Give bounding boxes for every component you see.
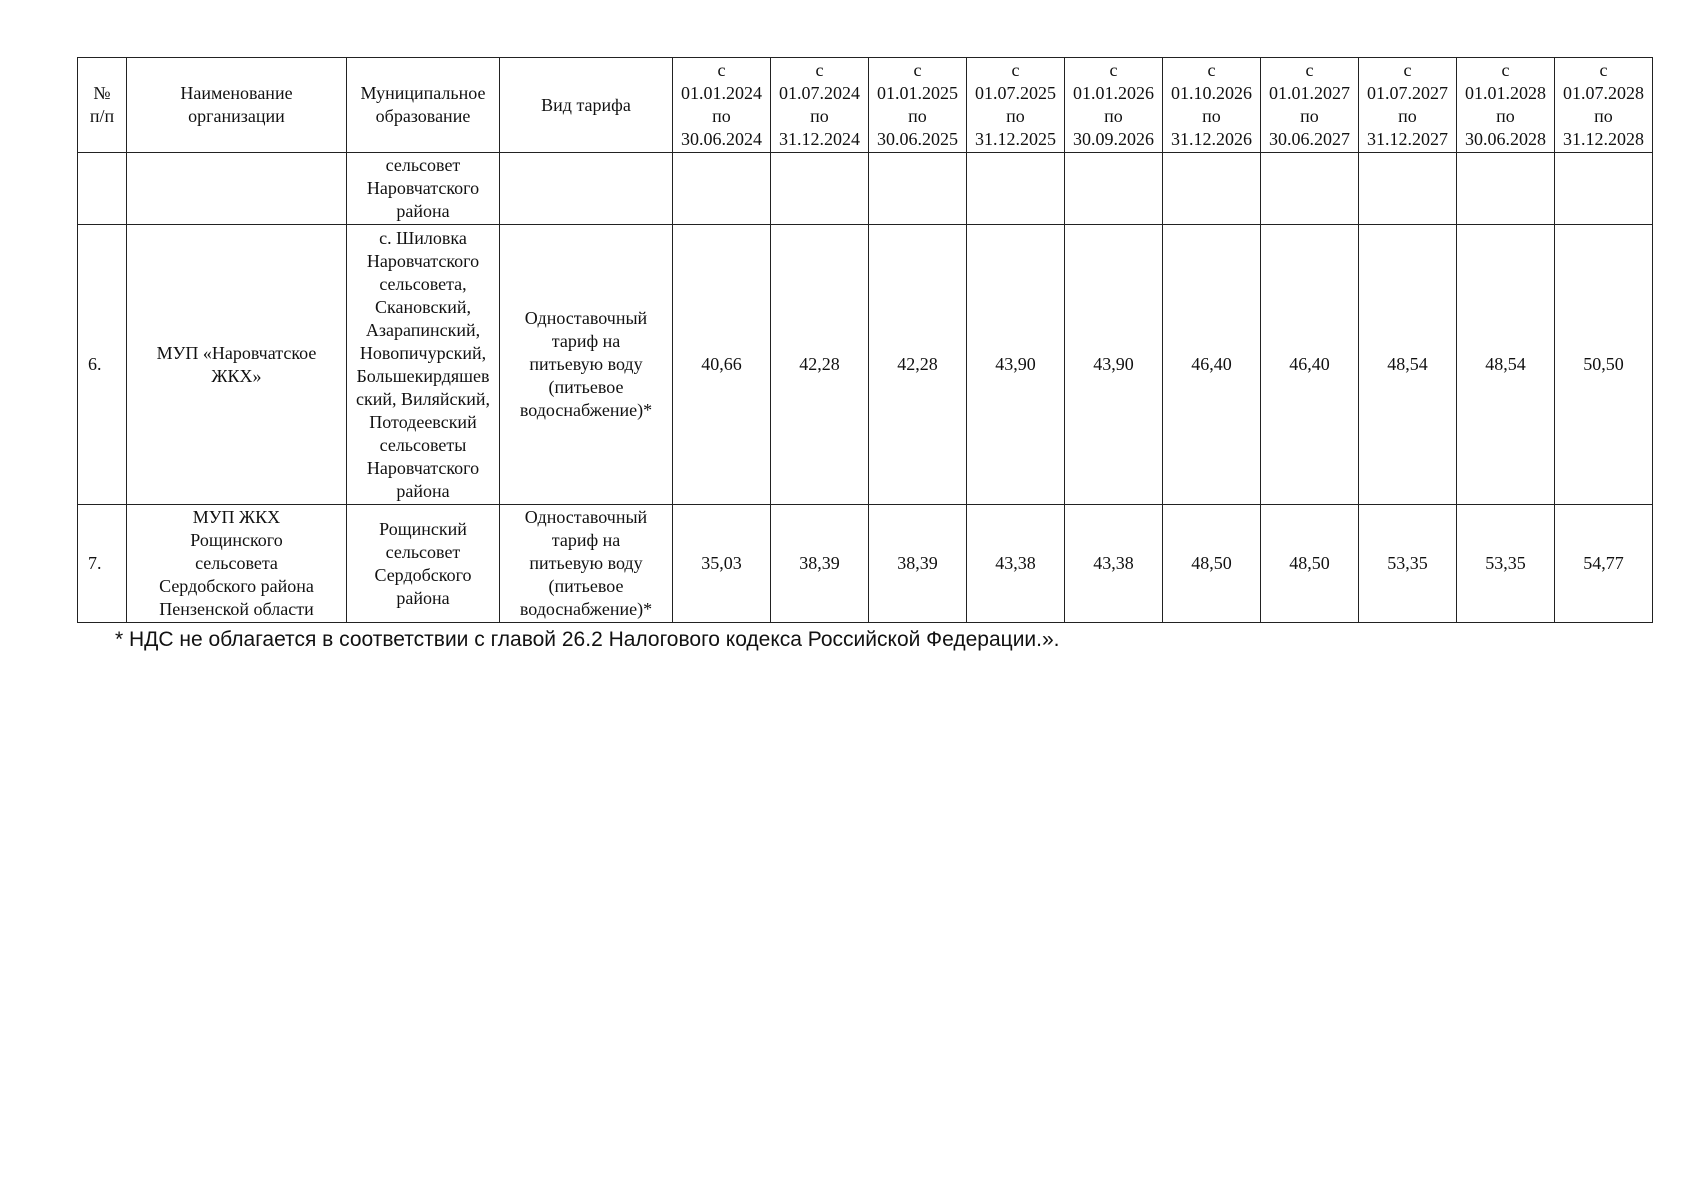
tariff-value: 40,66: [673, 225, 771, 505]
header-municipality-line-1: Муниципальное: [360, 83, 486, 103]
municipality-line: Большекирдяшев: [356, 365, 490, 386]
header-period: [771, 58, 869, 153]
header-period: [1261, 58, 1359, 153]
period-from-word: с: [1501, 60, 1510, 80]
period-end-date: 31.12.2027: [1367, 129, 1448, 149]
tariff-type-line: тариф на: [551, 331, 621, 351]
tariff-value: 48,50: [1163, 505, 1261, 623]
period-to-word: по: [1202, 106, 1221, 126]
municipality-line: сельсовет: [385, 541, 461, 562]
tariff-type-line: Одноставочный: [524, 308, 648, 328]
period-end-date: 30.06.2028: [1465, 129, 1546, 149]
municipality-line: Скановский,: [375, 296, 471, 317]
municipality-line: сельсовета,: [379, 273, 467, 294]
period-start-date: 01.01.2027: [1269, 83, 1350, 103]
tariff-value: [1359, 153, 1457, 225]
row-num: [78, 153, 127, 225]
row-num: 7.: [78, 505, 127, 623]
tariff-type-line: питьевую воду: [529, 354, 643, 374]
header-period: [967, 58, 1065, 153]
row-tariff-type: [500, 505, 673, 623]
period-from-word: с: [1207, 60, 1216, 80]
period-from-word: с: [1109, 60, 1118, 80]
period-from-word: с: [1599, 60, 1608, 80]
header-municipality-line-2: образование: [375, 106, 471, 126]
tariff-type-line: (питьевое: [548, 377, 624, 397]
tariff-value: 38,39: [869, 505, 967, 623]
period-from-word: с: [1403, 60, 1412, 80]
tariff-value: [1065, 153, 1163, 225]
period-to-word: по: [712, 106, 731, 126]
period-to-word: по: [1594, 106, 1613, 126]
tariff-value: 48,54: [1359, 225, 1457, 505]
tariff-value: [1261, 153, 1359, 225]
tariff-type-line: Одноставочный: [524, 507, 648, 527]
header-org-line-2: организации: [188, 106, 285, 126]
period-end-date: 30.06.2024: [681, 129, 762, 149]
period-end-date: 31.12.2028: [1563, 129, 1644, 149]
row-municipality: [347, 153, 500, 225]
tariff-table: [77, 57, 1653, 623]
org-line: МУП «Наровчатское: [156, 342, 317, 363]
period-from-word: с: [1011, 60, 1020, 80]
org-line: Сердобского района: [159, 576, 314, 596]
period-start-date: 01.07.2024: [779, 83, 860, 103]
tariff-type-line: (питьевое: [548, 576, 624, 596]
table-row: [78, 505, 1653, 623]
tariff-value: 46,40: [1261, 225, 1359, 505]
municipality-line: ский, Виляйский,: [355, 388, 491, 409]
tariff-value: [673, 153, 771, 225]
tariff-value: 38,39: [771, 505, 869, 623]
municipality-line: сельсоветы: [379, 434, 467, 455]
period-end-date: 30.06.2025: [877, 129, 958, 149]
row-tariff-type: [500, 225, 673, 505]
document-page: [77, 57, 1652, 653]
row-num: 6.: [78, 225, 127, 505]
table-row: [78, 225, 1653, 505]
period-end-date: 30.06.2027: [1269, 129, 1350, 149]
tariff-value: 53,35: [1457, 505, 1555, 623]
period-end-date: 31.12.2026: [1171, 129, 1252, 149]
period-from-word: с: [815, 60, 824, 80]
period-to-word: по: [1006, 106, 1025, 126]
org-line: ЖКХ»: [211, 365, 262, 386]
period-start-date: 01.10.2026: [1171, 83, 1252, 103]
municipality-line: Потодеевский: [369, 411, 477, 432]
row-tariff-type: [500, 153, 673, 225]
municipality-line: Новопичурский,: [359, 342, 487, 363]
tariff-value: 48,50: [1261, 505, 1359, 623]
tariff-value: 35,03: [673, 505, 771, 623]
tariff-value: [869, 153, 967, 225]
tariff-value: 43,38: [1065, 505, 1163, 623]
tariff-value: 54,77: [1555, 505, 1653, 623]
table-row: [78, 153, 1653, 225]
period-to-word: по: [1398, 106, 1417, 126]
tariff-type-line: питьевую воду: [529, 553, 643, 573]
municipality-line: района: [396, 201, 450, 221]
municipality-line: Наровчатского: [366, 250, 480, 271]
period-start-date: 01.01.2024: [681, 83, 762, 103]
period-to-word: по: [810, 106, 829, 126]
period-start-date: 01.07.2028: [1563, 83, 1644, 103]
header-period: [1163, 58, 1261, 153]
tariff-value: 53,35: [1359, 505, 1457, 623]
municipality-line: района: [396, 480, 450, 501]
row-org: [127, 225, 347, 505]
header-period: [1065, 58, 1163, 153]
tariff-value: [771, 153, 869, 225]
table-body: [78, 153, 1653, 623]
header-period: [1457, 58, 1555, 153]
tariff-value: [1555, 153, 1653, 225]
tariff-value: 46,40: [1163, 225, 1261, 505]
footnote: * НДС не облагается в соответствии с главой 26.2 Налогового кодекса Российской Федерации.».: [115, 628, 1060, 651]
tariff-value: [1163, 153, 1261, 225]
tariff-value: [967, 153, 1065, 225]
tariff-type-line: водоснабжение)*: [519, 599, 653, 619]
header-num: [78, 58, 127, 153]
org-line: МУП ЖКХ: [192, 507, 281, 527]
header-period: [869, 58, 967, 153]
municipality-line: района: [396, 587, 450, 608]
header-period: [1359, 58, 1457, 153]
row-municipality: [347, 225, 500, 505]
period-start-date: 01.07.2025: [975, 83, 1056, 103]
org-line: сельсовета: [195, 553, 278, 573]
period-to-word: по: [1300, 106, 1319, 126]
period-to-word: по: [908, 106, 927, 126]
row-org: [127, 505, 347, 623]
period-from-word: с: [913, 60, 922, 80]
row-municipality: [347, 505, 500, 623]
municipality-line: Азарапинский,: [365, 319, 481, 340]
header-period: [673, 58, 771, 153]
period-start-date: 01.01.2026: [1073, 83, 1154, 103]
tariff-value: 42,28: [771, 225, 869, 505]
org-line: Пензенской области: [159, 599, 314, 619]
header-num-line-1: №: [93, 83, 111, 103]
period-to-word: по: [1496, 106, 1515, 126]
municipality-line: Рощинский: [379, 518, 467, 539]
municipality-line: Сердобского: [374, 564, 472, 585]
period-to-word: по: [1104, 106, 1123, 126]
tariff-type-line: тариф на: [551, 530, 621, 550]
period-end-date: 31.12.2024: [779, 129, 860, 149]
header-period: [1555, 58, 1653, 153]
header-org: [127, 58, 347, 153]
municipality-line: сельсовет: [385, 155, 461, 175]
row-org: [127, 153, 347, 225]
period-end-date: 30.09.2026: [1073, 129, 1154, 149]
municipality-line: Наровчатского: [366, 178, 480, 198]
period-end-date: 31.12.2025: [975, 129, 1056, 149]
tariff-value: 43,90: [967, 225, 1065, 505]
header-num-line-2: п/п: [89, 106, 115, 126]
header-row: [78, 58, 1653, 153]
period-from-word: с: [1305, 60, 1314, 80]
org-line: Рощинского: [190, 530, 283, 550]
tariff-value: 42,28: [869, 225, 967, 505]
period-from-word: с: [717, 60, 726, 80]
period-start-date: 01.07.2027: [1367, 83, 1448, 103]
municipality-line: Наровчатского: [366, 457, 480, 478]
tariff-value: [1457, 153, 1555, 225]
header-tariff-type: Вид тарифа: [500, 58, 673, 153]
tariff-value: 43,90: [1065, 225, 1163, 505]
header-org-line-1: Наименование: [180, 83, 293, 103]
tariff-value: 50,50: [1555, 225, 1653, 505]
period-start-date: 01.01.2025: [877, 83, 958, 103]
table-header: [78, 58, 1653, 153]
period-start-date: 01.01.2028: [1465, 83, 1546, 103]
tariff-value: 43,38: [967, 505, 1065, 623]
municipality-line: с. Шиловка: [379, 227, 467, 248]
tariff-type-line: водоснабжение)*: [519, 400, 653, 420]
header-municipality: [347, 58, 500, 153]
tariff-value: 48,54: [1457, 225, 1555, 505]
